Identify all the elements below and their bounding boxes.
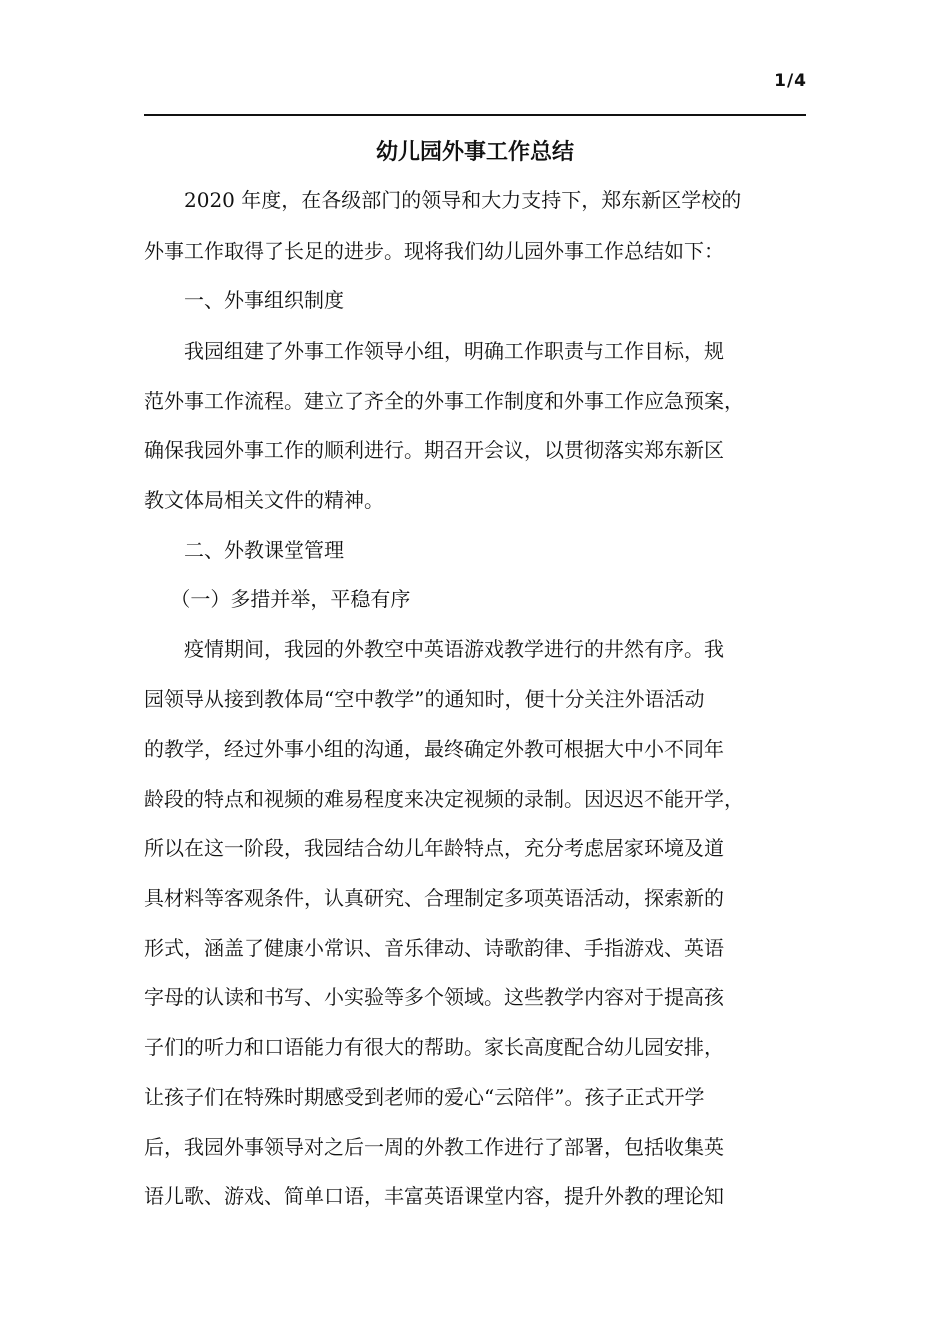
text-line: 后，我园外事领导对之后一周的外教工作进行了部署，包括收集英 [144,1135,724,1159]
document-title: 幼儿园外事工作总结 [375,140,574,165]
text-line: 一、外事组织制度 [144,288,344,312]
page-number: 1/4 [774,71,807,91]
header-rule [144,114,806,116]
text-line: 园领导从接到教体局“空中教学”的通知时，便十分关注外语活动 [144,687,705,711]
text-line: 形式，涵盖了健康小常识、音乐律动、诗歌韵律、手指游戏、英语 [144,936,724,960]
text-line: （一）多措并举，平稳有序 [144,587,411,611]
text-line: 2020 年度，在各级部门的领导和大力支持下，郑东新区学校的 [144,188,742,212]
text-line: 语儿歌、游戏、简单口语，丰富英语课堂内容，提升外教的理论知 [144,1184,724,1208]
text-line: 龄段的特点和视频的难易程度来决定视频的录制。因迟迟不能开学， [144,787,744,811]
text-line: 教文体局相关文件的精神。 [144,488,384,512]
text-line: 子们的听力和口语能力有很大的帮助。家长高度配合幼儿园安排， [144,1035,724,1059]
text-line: 具材料等客观条件，认真研究、合理制定多项英语活动，探索新的 [144,886,724,910]
text-line: 的教学，经过外事小组的沟通，最终确定外教可根据大中小不同年 [144,737,724,761]
text-line: 二、外教课堂管理 [144,538,344,562]
text-line: 我园组建了外事工作领导小组，明确工作职责与工作目标，规 [144,339,724,363]
text-line: 疫情期间，我园的外教空中英语游戏教学进行的井然有序。我 [144,637,724,661]
text-line: 确保我园外事工作的顺利进行。期召开会议，以贯彻落实郑东新区 [144,438,724,462]
text-line: 外事工作取得了长足的进步。现将我们幼儿园外事工作总结如下： [144,239,724,263]
text-line: 范外事工作流程。建立了齐全的外事工作制度和外事工作应急预案， [144,389,744,413]
text-line: 让孩子们在特殊时期感受到老师的爱心“云陪伴”。孩子正式开学 [144,1085,705,1109]
text-line: 字母的认读和书写、小实验等多个领域。这些教学内容对于提高孩 [144,985,724,1009]
text-line: 所以在这一阶段，我园结合幼儿年龄特点，充分考虑居家环境及道 [144,836,724,860]
